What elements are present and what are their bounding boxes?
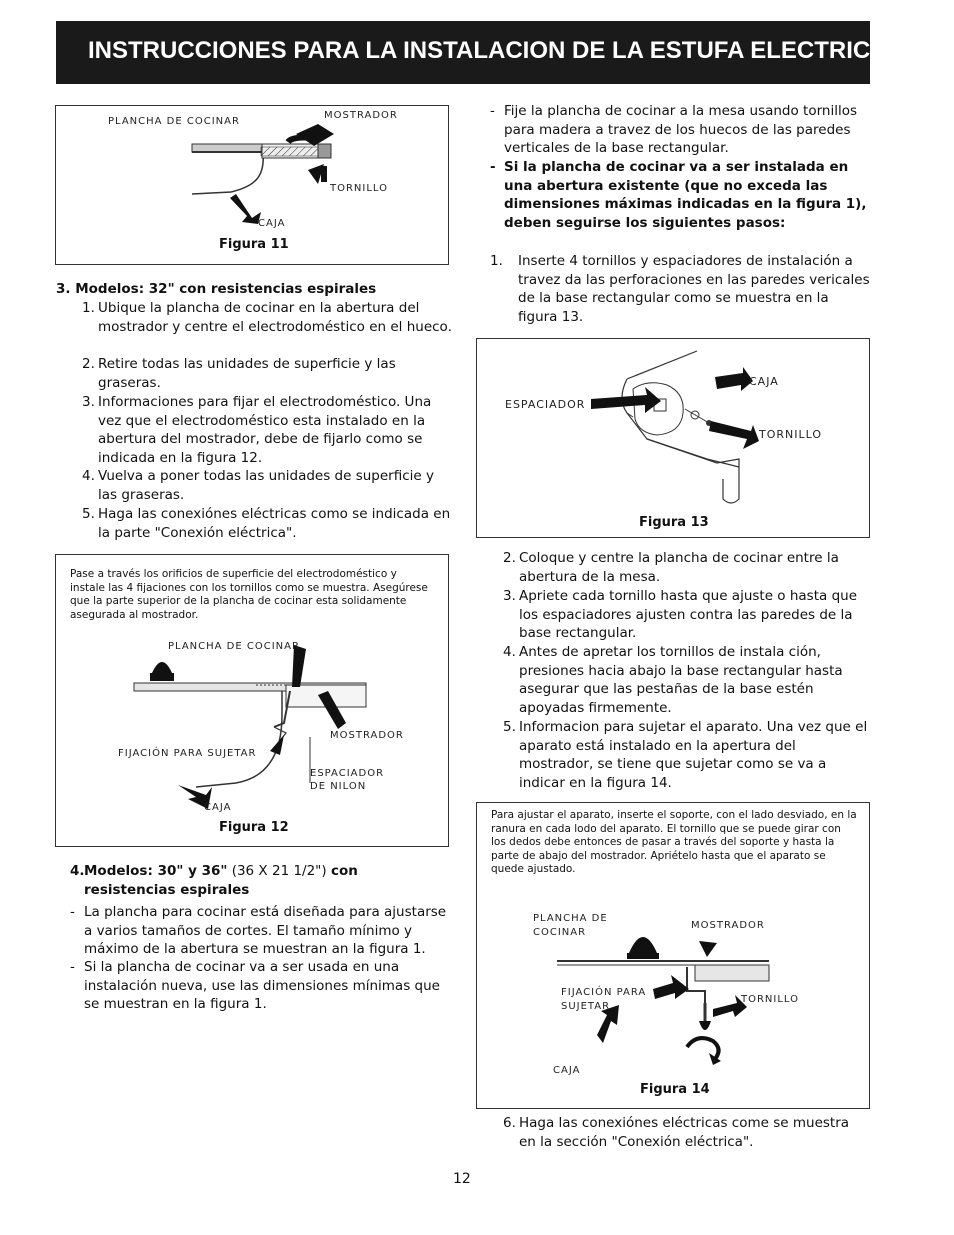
section-4-dimensions: (36 X 21 1/2") (227, 863, 331, 879)
figure-14-label-tornillo: TORNILLO (741, 994, 800, 1005)
item-text: Retire todas las unidades de superficie y las graseras. (98, 356, 396, 391)
figure-14-note: Para ajustar el aparato, inserte el soporte, con el lado desviado, en la ranura en cada lodo del aparato. El tornillo que se puede girar con los dedos debe entonces de pasar a través del soporte y hasta la parte de abajo del mostrador. Apriételo hasta que el aparato se quede ajustado. (491, 809, 857, 876)
figure-12-label-espaciador: ESPACIADOR (310, 768, 385, 779)
right-step-1 (490, 252, 870, 327)
section-3-item-5 (82, 505, 452, 542)
step-number: 1. (490, 253, 503, 269)
section-3-item-4 (82, 467, 452, 504)
step-text: Antes de apretar los tornillos de instala ción, presiones hacia abajo la base rectangular hasta asegurar que las pestañas de la base estén apoyadas firmemente. (519, 644, 843, 717)
right-step-6 (503, 1114, 868, 1151)
item-text: Haga las conexiónes eléctricas como se indicada en la parte "Conexión eléctrica". (98, 506, 451, 541)
bullet-dash: - (70, 904, 75, 920)
figure-11-label-mostrador: MOSTRADOR (324, 110, 398, 121)
figure-14-drawing (477, 803, 871, 1110)
section-3-item-1 (82, 299, 452, 336)
figure-11-caption: Figura 11 (219, 237, 289, 252)
figure-13-caption: Figura 13 (639, 515, 709, 530)
section-3-item-2 (82, 355, 452, 392)
item-text: Ubique la plancha de cocinar en la abertura del mostrador y centre el electrodoméstico en el hueco. (98, 300, 452, 335)
step-number: 4. (503, 644, 516, 660)
figure-14-label-fijacion-2: SUJETAR (561, 1001, 611, 1012)
figure-12-label-plancha: PLANCHA DE COCINAR (168, 641, 300, 652)
section-4-heading (70, 862, 450, 899)
step-number: 6. (503, 1115, 516, 1131)
bullet-dash: - (70, 959, 75, 975)
figure-12-drawing (56, 555, 450, 848)
step-text: Informacion para sujetar el aparato. Una vez que el aparato está instalado en la apertura del mostrador, se tiene que sujetar como se va a indicar en la figura 14. (519, 719, 868, 792)
bullet-dash: - (490, 159, 496, 175)
figure-14-label-plancha-2: COCINAR (533, 927, 587, 938)
figure-13-label-caja: CAJA (749, 375, 779, 388)
section-4-bullet-2 (70, 958, 452, 1014)
item-number: 4. (82, 468, 95, 484)
figure-13 (476, 338, 870, 538)
figure-11-label-tornillo: TORNILLO (330, 183, 389, 194)
figure-14-caption: Figura 14 (640, 1082, 710, 1097)
bullet-text: Fije la plancha de cocinar a la mesa usando tornillos para madera a travez de los huecos de las paredes verticales de la base rectangular. (504, 103, 858, 157)
bullet-text: Si la plancha de cocinar va a ser usada en una instalación nueva, use las dimensiones mínimas que se muestran en la figura 1. (84, 959, 440, 1013)
page-number: 12 (453, 1171, 471, 1187)
item-text: Vuelva a poner todas las unidades de superficie y las graseras. (98, 468, 434, 503)
section-4-resistencias: resistencias espirales (84, 881, 250, 898)
figure-12-caption: Figura 12 (219, 820, 289, 835)
figure-14 (476, 802, 870, 1109)
bullet-dash: - (490, 103, 495, 119)
page-title: INSTRUCCIONES PARA LA INSTALACION DE LA ESTUFA ELECTRICA (88, 37, 888, 64)
bullet-text: La plancha para cocinar está diseñada para ajustarse a varios tamaños de cortes. El tamaño mínimo y máximo de la abertura se muestran an la figura 1. (84, 904, 447, 958)
step-number: 2. (503, 550, 516, 566)
step-text: Apriete cada tornillo hasta que ajuste o hasta que los espaciadores ajusten contra las paredes de la base rectangular. (519, 588, 858, 642)
figure-12-label-caja: CAJA (204, 802, 232, 813)
figure-12-label-fijacion: FIJACIÓN PARA SUJETAR (118, 748, 257, 759)
section-4-number: 4. (70, 863, 85, 879)
section-3-heading-text: 3. Modelos: 32" con resistencias espirales (56, 281, 377, 297)
step-text: Coloque y centre la plancha de cocinar entre la abertura de la mesa. (519, 550, 839, 585)
right-bullet-2 (490, 158, 870, 233)
figure-12-label-mostrador: MOSTRADOR (330, 730, 404, 741)
section-4-models: Modelos: 30" y 36" (84, 863, 228, 879)
figure-14-label-fijacion-1: FIJACIÓN PARA (561, 987, 647, 998)
step-number: 5. (503, 719, 516, 735)
step-text: Haga las conexiónes eléctricas come se muestra en la sección "Conexión eléctrica". (519, 1115, 850, 1150)
section-3-item-3 (82, 393, 452, 468)
figure-14-label-caja: CAJA (553, 1065, 581, 1076)
section-4-con: con (330, 863, 358, 879)
section-4-bullet-1 (70, 903, 452, 959)
figure-11-label-plancha: PLANCHA DE COCINAR (108, 116, 240, 127)
item-number: 2. (82, 356, 95, 372)
right-bullet-1 (490, 102, 870, 158)
figure-12-label-nilon: DE NILON (310, 781, 367, 792)
figure-14-label-plancha-1: PLANCHA DE (533, 913, 608, 924)
figure-12 (55, 554, 449, 847)
right-step-3 (503, 587, 868, 643)
right-step-4 (503, 643, 868, 718)
item-number: 5. (82, 506, 95, 522)
figure-13-label-espaciador: ESPACIADOR (505, 398, 586, 411)
right-step-5 (503, 718, 868, 793)
item-number: 3. (82, 394, 95, 410)
figure-11 (55, 105, 449, 265)
bullet-text: Si la plancha de cocinar va a ser instalada en una abertura existente (que no exceda las dimensiones máximas indicadas en la figura 1), deben seguirse los siguientes pasos: (504, 159, 867, 232)
figure-13-label-tornillo: TORNILLO (759, 428, 823, 441)
step-number: 3. (503, 588, 516, 604)
figure-11-label-caja: CAJA (258, 218, 286, 229)
item-text: Informaciones para fijar el electrodoméstico. Una vez que el electrodoméstico esta instalado en la abertura del mostrador, debe de fijarlo como se indicada en la figura 12. (98, 394, 432, 467)
section-3-heading (56, 280, 376, 299)
page-header (56, 21, 888, 84)
figure-14-label-mostrador: MOSTRADOR (691, 920, 765, 931)
item-number: 1. (82, 300, 95, 316)
step-text: Inserte 4 tornillos y espaciadores de instalación a travez da las perforaciones en las paredes vericales de la base rectangular como se muestra en la figura 13. (518, 253, 870, 326)
figure-12-note: Pase a través los orificios de superficie del electrodoméstico y instale las 4 fijaciones con los tornillos como se muestra. Asegúrese que la parte superior de la plancha de cocinar esta solidamente asegurada al mostrador. (70, 568, 428, 621)
right-step-2 (503, 549, 868, 586)
